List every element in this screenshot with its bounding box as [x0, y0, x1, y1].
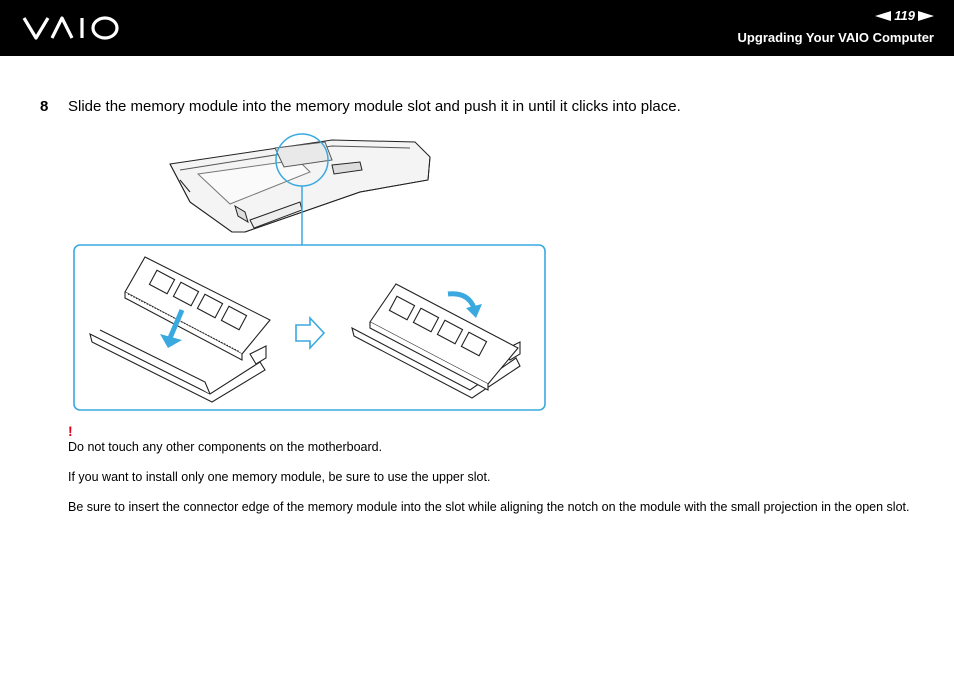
step-text: Slide the memory module into the memory module slot and push it in until it clicks into place.	[68, 98, 681, 115]
note-item: Be sure to insert the connector edge of the memory module into the slot while aligning the notch on the module with the small projection in the open slot.	[68, 500, 910, 514]
previous-page-icon[interactable]	[875, 11, 891, 21]
section-title: Upgrading Your VAIO Computer	[737, 30, 934, 45]
page-header	[0, 0, 954, 56]
page-number: 119	[894, 8, 915, 23]
note-item: Do not touch any other components on the motherboard.	[68, 440, 383, 454]
notes-section	[68, 423, 918, 526]
vaio-logo	[22, 14, 122, 47]
page-navigation	[875, 8, 934, 23]
note-item: If you want to install only one memory module, be sure to use the upper slot.	[68, 470, 491, 484]
step-number: 8	[40, 98, 49, 115]
next-page-icon[interactable]	[918, 11, 934, 21]
memory-module-illustration	[70, 132, 550, 422]
warning-icon: !	[68, 423, 73, 439]
